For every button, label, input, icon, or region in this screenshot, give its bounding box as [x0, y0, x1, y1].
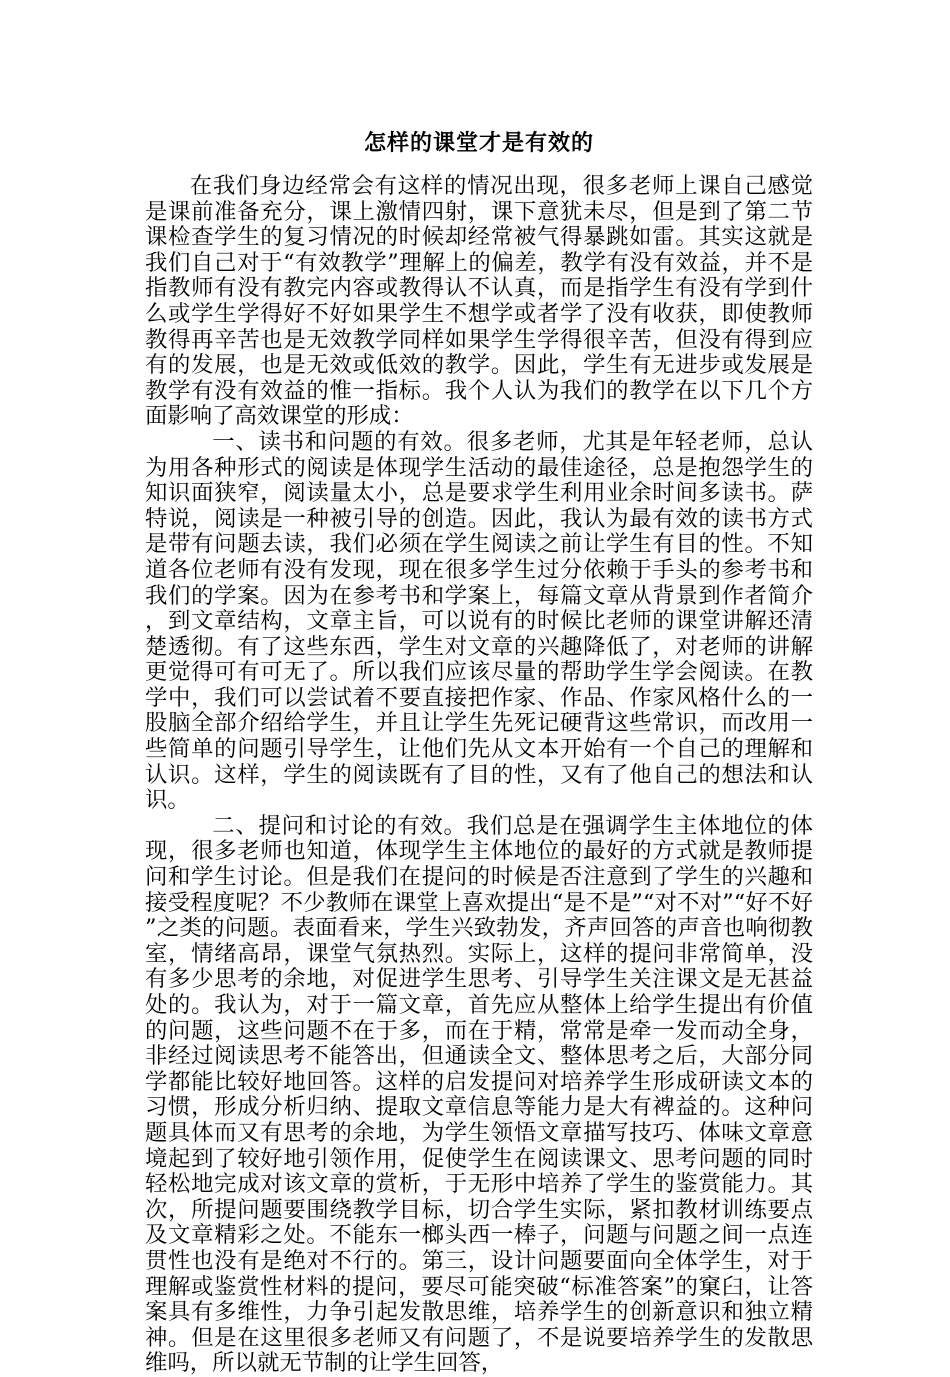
paragraph-questioning-discussion: 二、提问和讨论的有效。我们总是在强调学生主体地位的体现，很多老师也知道，体现学生主体地位的最好的方式就是教师提问和学生讨论。但是我们在提问的时候是否注意到了学生的兴趣和接受程度呢？不少教师在课堂上喜欢提出“是不是”“对不对”“好不好”之类的问题。表面看来，学生兴致勃发，齐声回答的声音也响彻教室，情绪高昂，课堂气氛热烈。实际上，这样的提问非常简单，没有多少思考的余地，对促进学生思考、引导学生关注课文是无甚益处的。我认为，对于一篇文章，首先应从整体上给学生提出有价值的问题，这些问题不在于多，而在于精，常常是牵一发而动全身，非经过阅读思考不能答出，但通读全文、整体思考之后，大部分同学都能比较好地回答。这样的启发提问对培养学生形成研读文本的习惯，形成分析归纳、提取文章信息等能力是大有裨益的。这种问题具体而又有思考的余地，为学生领悟文章描写技巧、体味文章意境起到了较好地引领作用，促使学生在阅读课文、思考问题的同时轻松地完成对该文章的赏析，于无形中培养了学生的鉴赏能力。其次，所提问题要围绕教学目标，切合学生实际，紧扣教材训练要点及文章精彩之处。不能东一榔头西一棒子，问题与问题之间一点连贯性也没有是绝对不行的。第三，设计问题要面向全体学生，对于理解或鉴赏性材料的提问，要尽可能突破“标准答案”的窠臼，让答案具有多维性，力争引起发散思维，培养学生的创新意识和独立精神。但是在这里很多老师又有问题了，不是说要培养学生的发散思维吗，所以就无节制的让学生回答，: [145, 812, 813, 1377]
paragraph-intro: 在我们身边经常会有这样的情况出现，很多老师上课自己感觉是课前准备充分，课上激情四射，课下意犹未尽，但是到了第二节课检查学生的复习情况的时候却经常被气得暴跳如雷。其实这就是我们自己对于“有效教学”理解上的偏差，教学有没有效益，并不是指教师有没有教完内容或教得认不认真，而是指学生有没有学到什么或学生学得好不好如果学生不想学或者学了没有收获，即使教师教得再辛苦也是无效教学同样如果学生学得很辛苦，但没有得到应有的发展，也是无效或低效的教学。因此，学生有无进步或发展是教学有没有效益的惟一指标。我个人认为我们的教学在以下几个方面影响了高效课堂的形成：: [145, 173, 813, 430]
paragraph-reading-questions: 一、读书和问题的有效。很多老师，尤其是年轻老师，总认为用各种形式的阅读是体现学生活动的最佳途径，总是抱怨学生的知识面狭窄，阅读量太小，总是要求学生利用业余时间多读书。萨特说，阅读是一种被引导的创造。因此，我认为最有效的读书方式是带有问题去读，我们必须在学生阅读之前让学生有目的性。不知道各位老师有没有发现，现在很多学生过分依赖于手头的参考书和我们的学案。因为在参考书和学案上，每篇文章从背景到作者简介，到文章结构，文章主旨，可以说有的时候比老师的课堂讲解还清楚透彻。有了这些东西，学生对文章的兴趣降低了，对老师的讲解更觉得可有可无了。所以我们应该尽量的帮助学生学会阅读。在教学中，我们可以尝试着不要直接把作家、作品、作家风格什么的一股脑全部介绍给学生，并且让学生先死记硬背这些常识，而改用一些简单的问题引导学生，让他们先从文本开始有一个自己的理解和认识。这样，学生的阅读既有了目的性，又有了他自己的想法和认识。: [145, 428, 813, 814]
document-title: 怎样的课堂才是有效的: [363, 130, 594, 156]
document-page: [145, 128, 813, 1377]
